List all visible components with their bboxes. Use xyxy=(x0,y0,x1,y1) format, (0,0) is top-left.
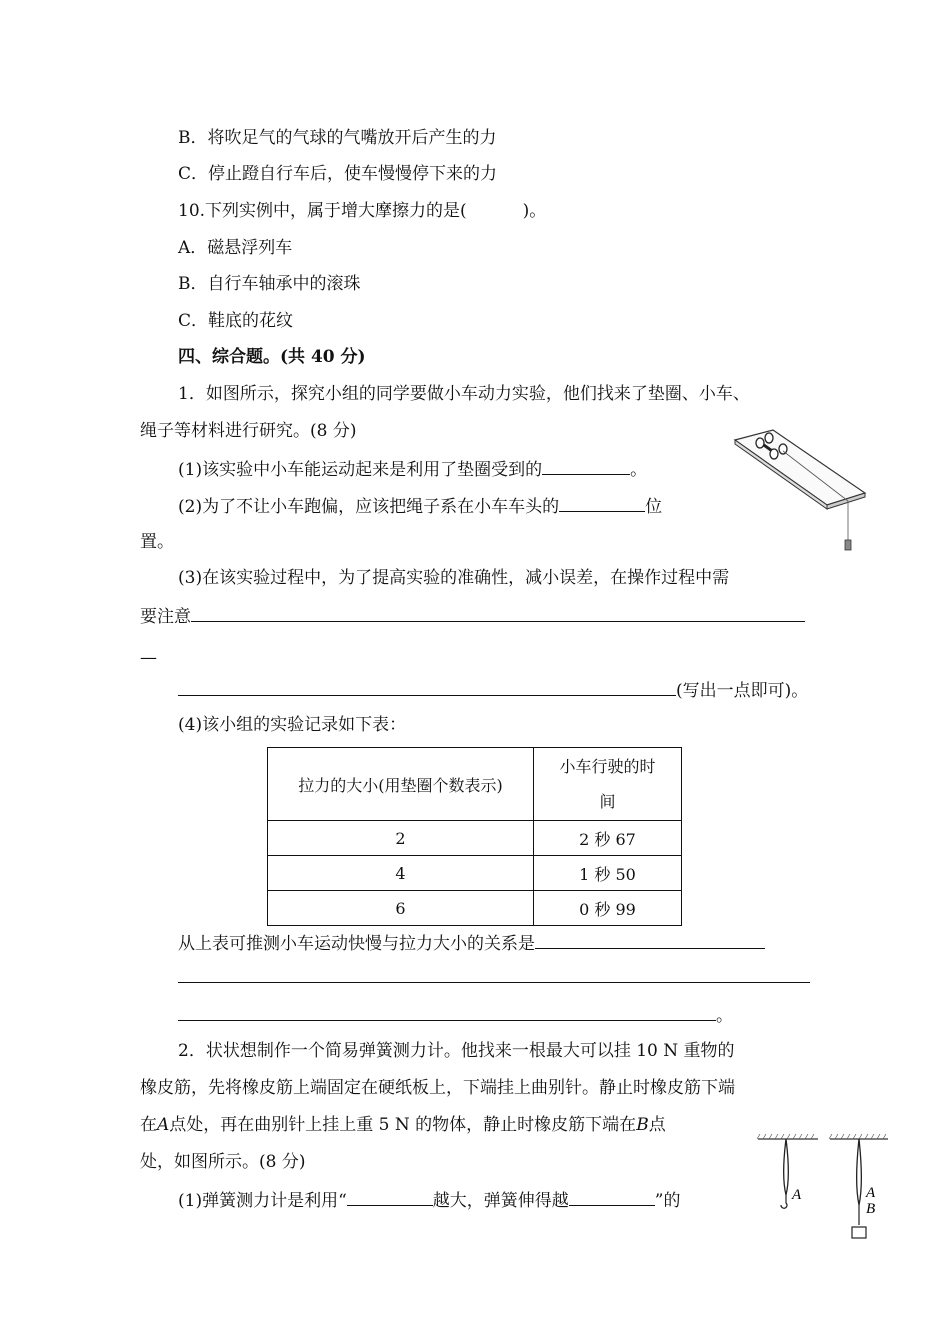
p2-line3-a: 在 xyxy=(140,1115,157,1135)
p1-intro-line2: 绳子等材料进行研究。(8 分) xyxy=(140,421,357,441)
p2-q1-end: ”的 xyxy=(654,1191,681,1211)
q10-stem xyxy=(178,199,546,223)
weight-block-icon xyxy=(852,1227,866,1238)
cell-force: 4 xyxy=(268,856,534,891)
paperclip-icon xyxy=(781,1195,787,1208)
p1-q2 xyxy=(178,493,662,519)
p1-q3-line4 xyxy=(178,677,808,703)
p2-line4: 处，如图所示。(8 分) xyxy=(140,1152,306,1172)
q9-option-c: C．停止蹬自行车后，使车慢慢停下来的力 xyxy=(178,164,498,184)
cell-time: 2 秒 67 xyxy=(534,821,682,856)
p1-conclusion-line3 xyxy=(178,1002,733,1028)
q10-option-c: C．鞋底的花纹 xyxy=(178,311,294,331)
p2-var-a: A xyxy=(157,1115,170,1135)
header-time xyxy=(534,748,682,821)
p2-line1: 2．状状想制作一个简易弹簧测力计。他找来一根最大可以挂 10 N 重物的 xyxy=(178,1041,735,1061)
header-time-line1: 小车行驶的时 xyxy=(559,757,656,776)
p1-q3-line2 xyxy=(140,603,805,629)
q10-stem-before: 10.下列实例中，属于增大摩擦力的是( xyxy=(178,201,467,221)
p1-q4: (4)该小组的实验记录如下表： xyxy=(178,715,407,735)
section-heading: 四、综合题。(共 40 分) xyxy=(178,347,366,367)
cell-force: 2 xyxy=(268,821,534,856)
fig-label-a: A xyxy=(792,1187,802,1203)
p1-q3-dash: — xyxy=(140,648,157,668)
p1-q1-text: (1)该实验中小车能运动起来是利用了垫圈受到的 xyxy=(178,460,543,480)
table-row xyxy=(268,856,682,891)
p1-q1-blank[interactable] xyxy=(542,456,630,475)
p1-q2-end: 位 xyxy=(645,497,663,517)
q10-option-b: B．自行车轴承中的滚珠 xyxy=(178,274,361,294)
p1-intro-line1: 1．如图所示，探究小组的同学要做小车动力实验，他们找来了垫圈、小车、 xyxy=(178,384,750,404)
p2-line2: 橡皮筋，先将橡皮筋上端固定在硬纸板上，下端挂上曲别针。静止时橡皮筋下端 xyxy=(140,1078,735,1098)
washer-weight-icon xyxy=(845,540,851,550)
p1-conclusion-text: 从上表可推测小车运动快慢与拉力大小的关系是 xyxy=(178,934,535,954)
p2-q1 xyxy=(178,1187,680,1213)
p2-q1-text: (1)弹簧测力计是利用“ xyxy=(178,1191,347,1211)
q9-option-b: B．将吹足气的气球的气嘴放开后产生的力 xyxy=(178,128,497,148)
header-force: 拉力的大小(用垫圈个数表示) xyxy=(268,748,534,821)
p1-q3-label: 要注意 xyxy=(140,607,191,627)
cell-time: 0 秒 99 xyxy=(534,891,682,926)
p1-q1-end: 。 xyxy=(630,460,648,480)
p2-line3-c: 点 xyxy=(648,1115,666,1135)
cell-time: 1 秒 50 xyxy=(534,856,682,891)
rubber-band-icon xyxy=(784,1139,789,1195)
p2-var-b: B xyxy=(636,1115,649,1135)
p1-q2-text: (2)为了不让小车跑偏，应该把绳子系在小车车头的 xyxy=(178,497,560,517)
header-time-line2: 间 xyxy=(599,792,616,811)
p1-conclusion-end: 。 xyxy=(716,1006,733,1026)
table-row xyxy=(268,821,682,856)
fig-label-b: B xyxy=(866,1201,876,1217)
p2-line3-b: 点处，再在曲别针上挂上重 5 N 的物体，静止时橡皮筋下端在 xyxy=(169,1115,637,1135)
p1-conclusion-blank-a[interactable] xyxy=(535,930,765,949)
p1-q2-cont: 置。 xyxy=(140,532,174,552)
p1-q3-blank-b[interactable] xyxy=(178,677,676,696)
p1-conclusion-blank-b[interactable] xyxy=(178,964,810,983)
record-table xyxy=(267,747,682,926)
cell-force: 6 xyxy=(268,891,534,926)
rubber-band-scale-figure xyxy=(756,1133,890,1248)
p2-q1-blank-a[interactable] xyxy=(347,1187,433,1206)
p2-line3 xyxy=(140,1113,666,1137)
stretched-rubber-band-icon xyxy=(857,1139,862,1205)
p1-conclusion xyxy=(178,930,765,956)
p1-q2-blank[interactable] xyxy=(559,493,645,512)
p1-conclusion-blank-c[interactable] xyxy=(178,1002,716,1021)
p1-conclusion-line2 xyxy=(178,964,810,990)
p1-q3-blank-a[interactable] xyxy=(191,603,805,622)
cart-experiment-figure xyxy=(725,425,870,557)
table-header-row xyxy=(268,748,682,821)
fig-label-a-right: A xyxy=(866,1185,876,1201)
q10-option-a: A．磁悬浮列车 xyxy=(178,238,293,258)
table-row xyxy=(268,891,682,926)
q10-stem-after: )。 xyxy=(522,201,547,221)
p1-q1 xyxy=(178,456,647,482)
p2-q1-blank-b[interactable] xyxy=(569,1187,655,1206)
p1-q3-tail: (写出一点即可)。 xyxy=(676,681,809,701)
p2-q1-mid: 越大，弹簧伸得越 xyxy=(432,1191,569,1211)
p1-q3-line1: (3)在该实验过程中，为了提高实验的准确性，减小误差，在操作过程中需 xyxy=(178,568,730,588)
